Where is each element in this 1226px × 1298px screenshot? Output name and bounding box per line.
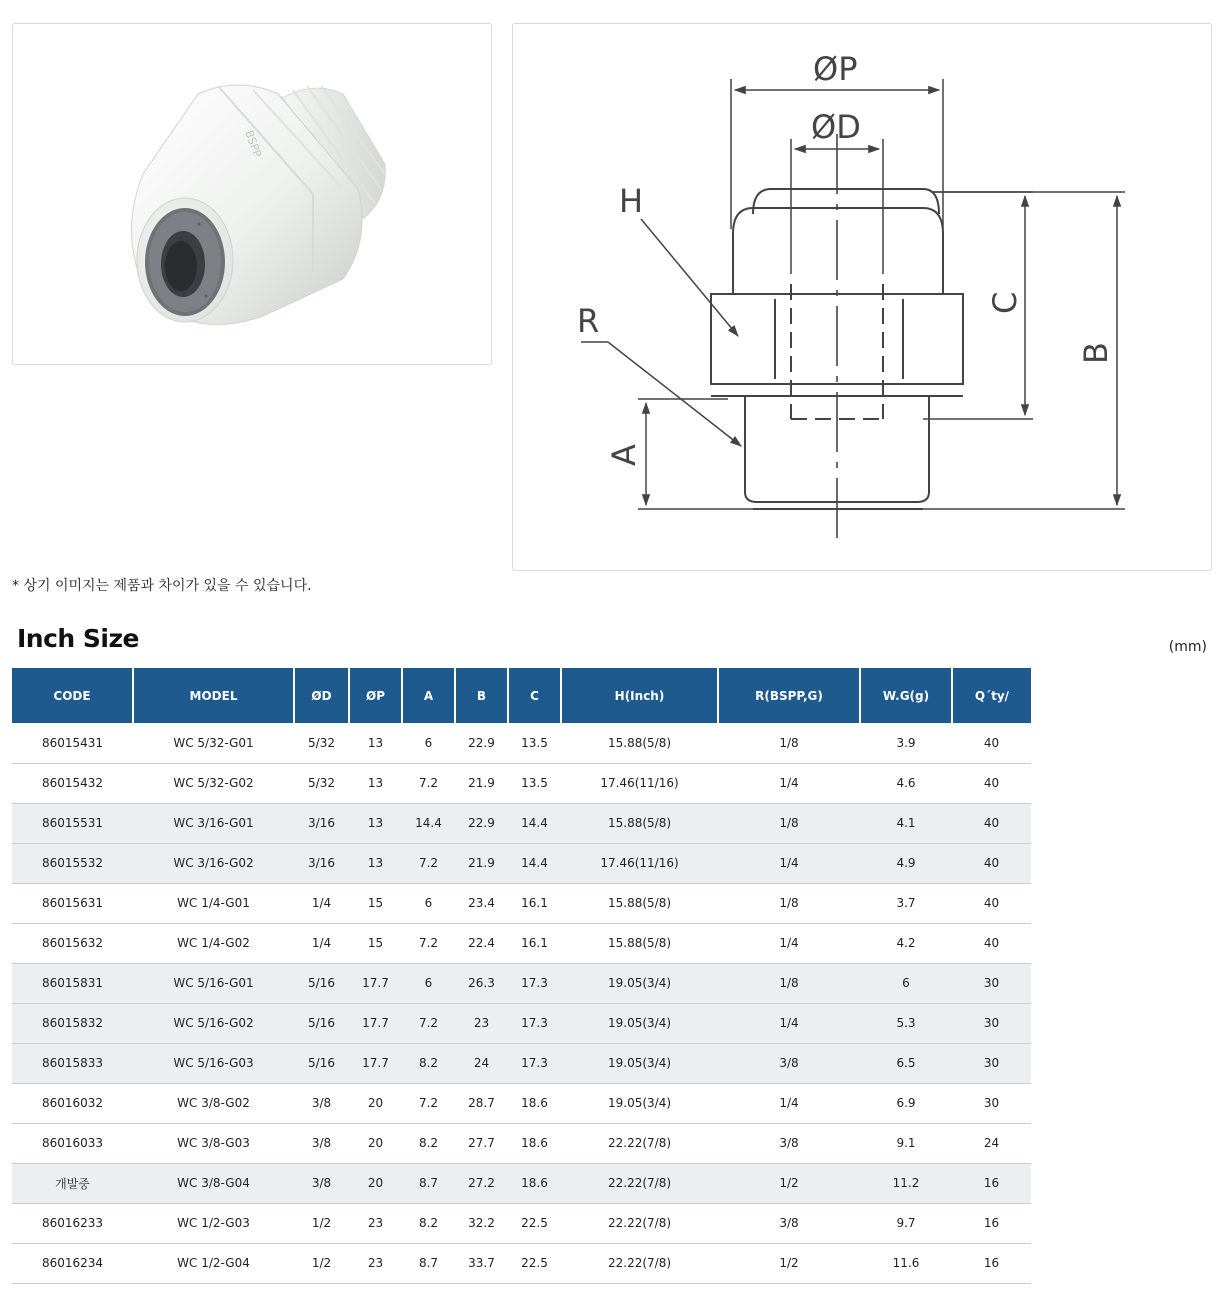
cell-h-inch: 22.22(7/8) (561, 1243, 718, 1283)
cell-c: 22.5 (508, 1243, 561, 1283)
leader-r (608, 342, 741, 446)
cell-b: 23.4 (455, 883, 508, 923)
column-header-qty: Q´ty/ (952, 668, 1031, 723)
cell-weight: 5.3 (860, 1003, 952, 1043)
cell-op: 20 (349, 1083, 402, 1123)
dimension-drawing (513, 24, 1213, 572)
cell-c: 17.3 (508, 963, 561, 1003)
cell-c: 18.6 (508, 1083, 561, 1123)
cell-op: 17.7 (349, 963, 402, 1003)
cell-op: 23 (349, 1243, 402, 1283)
cell-r-bspp: 1/8 (718, 883, 860, 923)
cell-od: 1/2 (294, 1203, 349, 1243)
cell-op: 15 (349, 883, 402, 923)
fitting-top-cap (753, 189, 939, 214)
cell-op: 23 (349, 1203, 402, 1243)
table-body (12, 723, 1031, 1283)
cell-a: 7.2 (402, 843, 455, 883)
cell-weight: 4.2 (860, 923, 952, 963)
cell-od: 1/2 (294, 1243, 349, 1283)
table-row (12, 963, 1031, 1003)
cell-c: 13.5 (508, 723, 561, 763)
dimension-drawing-panel (512, 23, 1212, 571)
column-header-model: MODEL (133, 668, 294, 723)
column-header-a: A (402, 668, 455, 723)
label-a: A (605, 444, 643, 466)
cell-weight: 4.9 (860, 843, 952, 883)
collet-face (137, 198, 233, 322)
cell-b: 26.3 (455, 963, 508, 1003)
cell-a: 8.2 (402, 1203, 455, 1243)
label-c: C (986, 291, 1024, 314)
cell-c: 16.1 (508, 923, 561, 963)
cell-op: 15 (349, 923, 402, 963)
cell-r-bspp: 1/2 (718, 1163, 860, 1203)
column-header-op: ØP (349, 668, 402, 723)
cell-c: 17.3 (508, 1043, 561, 1083)
cell-weight: 6 (860, 963, 952, 1003)
product-photo-panel (12, 23, 492, 365)
cell-b: 27.7 (455, 1123, 508, 1163)
bspp-stamp: BSPP (242, 128, 264, 159)
cell-model: WC 1/4-G01 (133, 883, 294, 923)
cell-r-bspp: 1/8 (718, 723, 860, 763)
cell-qty: 40 (952, 923, 1031, 963)
table-row (12, 1243, 1031, 1283)
cell-od: 5/32 (294, 723, 349, 763)
cell-h-inch: 15.88(5/8) (561, 883, 718, 923)
cell-weight: 9.1 (860, 1123, 952, 1163)
cell-od: 1/4 (294, 923, 349, 963)
cell-code: 86015532 (12, 843, 133, 883)
cell-r-bspp: 1/4 (718, 1003, 860, 1043)
cell-b: 22.4 (455, 923, 508, 963)
table-row (12, 723, 1031, 763)
cell-qty: 40 (952, 723, 1031, 763)
cell-code: 86016233 (12, 1203, 133, 1243)
table-row (12, 1083, 1031, 1123)
cell-h-inch: 19.05(3/4) (561, 963, 718, 1003)
column-header-weight: W.G(g) (860, 668, 952, 723)
cell-code: 개발중 (12, 1163, 133, 1203)
cell-qty: 24 (952, 1123, 1031, 1163)
cell-code: 86016234 (12, 1243, 133, 1283)
cell-qty: 40 (952, 883, 1031, 923)
cell-c: 14.4 (508, 843, 561, 883)
cell-h-inch: 22.22(7/8) (561, 1123, 718, 1163)
cell-b: 32.2 (455, 1203, 508, 1243)
column-header-h-inch: H(Inch) (561, 668, 718, 723)
cell-weight: 3.7 (860, 883, 952, 923)
cell-b: 21.9 (455, 763, 508, 803)
cell-b: 24 (455, 1043, 508, 1083)
cell-code: 86015531 (12, 803, 133, 843)
cell-c: 22.5 (508, 1203, 561, 1243)
cell-weight: 4.6 (860, 763, 952, 803)
cell-qty: 16 (952, 1243, 1031, 1283)
cell-weight: 6.9 (860, 1083, 952, 1123)
cell-a: 8.2 (402, 1123, 455, 1163)
cell-od: 3/16 (294, 803, 349, 843)
cell-code: 86015432 (12, 763, 133, 803)
cell-model: WC 1/2-G04 (133, 1243, 294, 1283)
table-row (12, 763, 1031, 803)
table-header-row (12, 668, 1031, 723)
cell-h-inch: 17.46(11/16) (561, 763, 718, 803)
spec-table (12, 668, 1031, 1284)
cell-h-inch: 22.22(7/8) (561, 1163, 718, 1203)
column-header-r-bspp: R(BSPP,G) (718, 668, 860, 723)
cell-h-inch: 22.22(7/8) (561, 1203, 718, 1243)
cell-op: 13 (349, 763, 402, 803)
cell-op: 17.7 (349, 1043, 402, 1083)
cell-r-bspp: 3/8 (718, 1203, 860, 1243)
cell-qty: 30 (952, 963, 1031, 1003)
cell-h-inch: 19.05(3/4) (561, 1003, 718, 1043)
cell-h-inch: 19.05(3/4) (561, 1043, 718, 1083)
cell-b: 27.2 (455, 1163, 508, 1203)
cell-weight: 3.9 (860, 723, 952, 763)
cell-a: 6 (402, 883, 455, 923)
cell-code: 86015831 (12, 963, 133, 1003)
cell-c: 16.1 (508, 883, 561, 923)
cell-a: 8.2 (402, 1043, 455, 1083)
cell-od: 3/16 (294, 843, 349, 883)
cell-r-bspp: 3/8 (718, 1043, 860, 1083)
cell-a: 6 (402, 723, 455, 763)
cell-a: 14.4 (402, 803, 455, 843)
cell-r-bspp: 3/8 (718, 1123, 860, 1163)
cell-a: 7.2 (402, 923, 455, 963)
cell-od: 3/8 (294, 1163, 349, 1203)
table-row (12, 1003, 1031, 1043)
cell-code: 86016033 (12, 1123, 133, 1163)
cell-a: 6 (402, 963, 455, 1003)
cell-qty: 16 (952, 1203, 1031, 1243)
cell-b: 22.9 (455, 723, 508, 763)
label-r: R (577, 302, 600, 340)
cell-c: 18.6 (508, 1163, 561, 1203)
cell-weight: 11.6 (860, 1243, 952, 1283)
cell-od: 1/4 (294, 883, 349, 923)
cell-a: 7.2 (402, 763, 455, 803)
cell-op: 13 (349, 803, 402, 843)
cell-weight: 4.1 (860, 803, 952, 843)
label-p: ØP (813, 50, 858, 88)
image-disclaimer: * 상기 이미지는 제품과 차이가 있을 수 있습니다. (12, 578, 312, 594)
column-header-c: C (508, 668, 561, 723)
cell-h-inch: 15.88(5/8) (561, 923, 718, 963)
cell-h-inch: 15.88(5/8) (561, 723, 718, 763)
cell-b: 21.9 (455, 843, 508, 883)
cell-r-bspp: 1/4 (718, 843, 860, 883)
cell-qty: 16 (952, 1163, 1031, 1203)
table-row (12, 843, 1031, 883)
cell-h-inch: 19.05(3/4) (561, 1083, 718, 1123)
table-row (12, 803, 1031, 843)
leader-h (641, 219, 738, 336)
cell-od: 3/8 (294, 1123, 349, 1163)
cell-op: 13 (349, 843, 402, 883)
cell-op: 20 (349, 1163, 402, 1203)
cell-model: WC 5/16-G02 (133, 1003, 294, 1043)
cell-a: 8.7 (402, 1243, 455, 1283)
cell-op: 20 (349, 1123, 402, 1163)
cell-h-inch: 15.88(5/8) (561, 803, 718, 843)
cell-model: WC 5/16-G01 (133, 963, 294, 1003)
cell-op: 13 (349, 723, 402, 763)
section-title: Inch Size (17, 624, 140, 653)
table-row (12, 883, 1031, 923)
cell-qty: 40 (952, 803, 1031, 843)
cell-qty: 30 (952, 1003, 1031, 1043)
cell-a: 8.7 (402, 1163, 455, 1203)
cell-r-bspp: 1/8 (718, 803, 860, 843)
cell-c: 14.4 (508, 803, 561, 843)
table-row (12, 1163, 1031, 1203)
column-header-code: CODE (12, 668, 133, 723)
cell-od: 5/32 (294, 763, 349, 803)
table-row (12, 1203, 1031, 1243)
cell-code: 86015632 (12, 923, 133, 963)
cell-r-bspp: 1/4 (718, 763, 860, 803)
cell-model: WC 3/8-G03 (133, 1123, 294, 1163)
cell-code: 86015431 (12, 723, 133, 763)
product-photo (13, 24, 493, 366)
cell-a: 7.2 (402, 1003, 455, 1043)
cell-op: 17.7 (349, 1003, 402, 1043)
cell-model: WC 3/8-G04 (133, 1163, 294, 1203)
cell-model: WC 5/16-G03 (133, 1043, 294, 1083)
cell-b: 22.9 (455, 803, 508, 843)
cell-r-bspp: 1/2 (718, 1243, 860, 1283)
cell-od: 5/16 (294, 1043, 349, 1083)
cell-r-bspp: 1/8 (718, 963, 860, 1003)
cell-model: WC 5/32-G01 (133, 723, 294, 763)
cell-b: 23 (455, 1003, 508, 1043)
cell-c: 13.5 (508, 763, 561, 803)
cell-od: 3/8 (294, 1083, 349, 1123)
cell-code: 86015631 (12, 883, 133, 923)
column-header-od: ØD (294, 668, 349, 723)
cell-r-bspp: 1/4 (718, 1083, 860, 1123)
cell-od: 5/16 (294, 963, 349, 1003)
cell-b: 28.7 (455, 1083, 508, 1123)
cell-a: 7.2 (402, 1083, 455, 1123)
label-b: B (1077, 342, 1115, 364)
cell-weight: 6.5 (860, 1043, 952, 1083)
cell-model: WC 3/8-G02 (133, 1083, 294, 1123)
cell-code: 86015832 (12, 1003, 133, 1043)
cell-model: WC 3/16-G01 (133, 803, 294, 843)
cell-model: WC 1/2-G03 (133, 1203, 294, 1243)
column-header-b: B (455, 668, 508, 723)
cell-weight: 9.7 (860, 1203, 952, 1243)
table-row (12, 1043, 1031, 1083)
cell-qty: 30 (952, 1083, 1031, 1123)
cell-od: 5/16 (294, 1003, 349, 1043)
fitting-collet-sleeve (733, 208, 943, 294)
label-d: ØD (811, 108, 861, 146)
label-h: H (619, 182, 644, 220)
table-row (12, 923, 1031, 963)
cell-code: 86016032 (12, 1083, 133, 1123)
cell-r-bspp: 1/4 (718, 923, 860, 963)
table-row (12, 1123, 1031, 1163)
cell-model: WC 1/4-G02 (133, 923, 294, 963)
cell-h-inch: 17.46(11/16) (561, 843, 718, 883)
unit-label: (mm) (1168, 639, 1207, 655)
cell-model: WC 3/16-G02 (133, 843, 294, 883)
cell-qty: 30 (952, 1043, 1031, 1083)
cell-c: 17.3 (508, 1003, 561, 1043)
cell-qty: 40 (952, 843, 1031, 883)
cell-model: WC 5/32-G02 (133, 763, 294, 803)
cell-qty: 40 (952, 763, 1031, 803)
cell-code: 86015833 (12, 1043, 133, 1083)
cell-c: 18.6 (508, 1123, 561, 1163)
cell-weight: 11.2 (860, 1163, 952, 1203)
cell-b: 33.7 (455, 1243, 508, 1283)
